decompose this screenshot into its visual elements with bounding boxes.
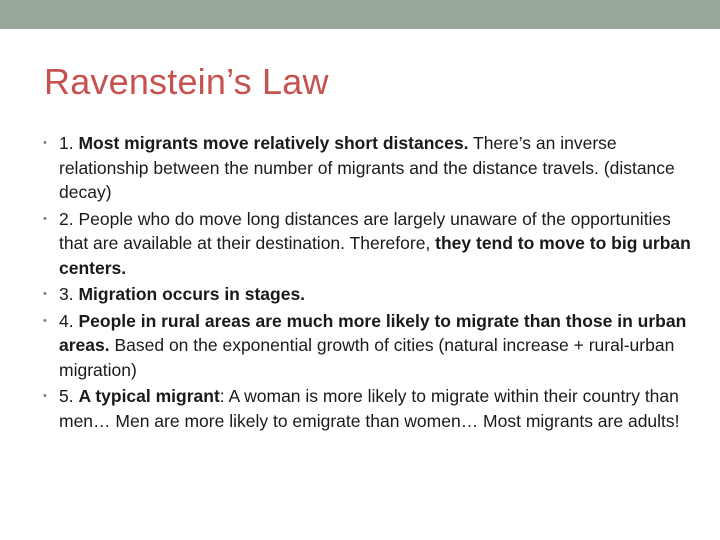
bullet-dot-icon: • xyxy=(43,288,47,300)
bullet-text: : A woman is more likely to migrate within their country than men… Men are more likely to emigrate than women… Most migrants are adults! xyxy=(59,386,680,431)
bullet-item-4 xyxy=(42,309,692,383)
bullet-number: 3. xyxy=(59,284,79,304)
bullet-bold-text: Most migrants move relatively short distances. xyxy=(78,133,469,153)
bullet-list xyxy=(42,131,692,435)
bullet-item-1 xyxy=(42,131,692,205)
bullet-dot-icon: • xyxy=(43,212,47,225)
bullet-number: 1. xyxy=(59,133,79,153)
bullet-bold-text: they tend to move to big urban centers. xyxy=(59,233,691,278)
slide-title: Ravenstein’s Law xyxy=(44,61,329,102)
bullet-bold-text: People in rural areas are much more likely to migrate than those in urban areas. xyxy=(59,310,687,355)
bullet-item-3 xyxy=(42,282,692,307)
bullet-text: People who do move long distances are largely unaware of the opportunities that are available at their destination. Therefore, xyxy=(59,208,671,253)
bullet-number: 2. xyxy=(59,208,79,229)
bullet-text: There’s an inverse relationship between the number of migrants and the distance travels. (distance decay) xyxy=(59,133,675,202)
bullet-bold-text: Migration occurs in stages. xyxy=(78,284,306,304)
bullet-item-2 xyxy=(42,207,692,281)
bullet-dot-icon: • xyxy=(43,390,47,402)
top-accent-bar xyxy=(0,0,720,29)
bullet-text: Based on the exponential growth of cities (natural increase + rural-urban migration) xyxy=(59,335,675,380)
bullet-number: 5. xyxy=(59,386,79,406)
bullet-number: 4. xyxy=(59,310,79,331)
bullet-item-5 xyxy=(42,384,692,433)
bullet-dot-icon: • xyxy=(43,314,47,327)
bullet-dot-icon: • xyxy=(43,137,47,149)
bullet-bold-text: A typical migrant xyxy=(78,386,220,406)
